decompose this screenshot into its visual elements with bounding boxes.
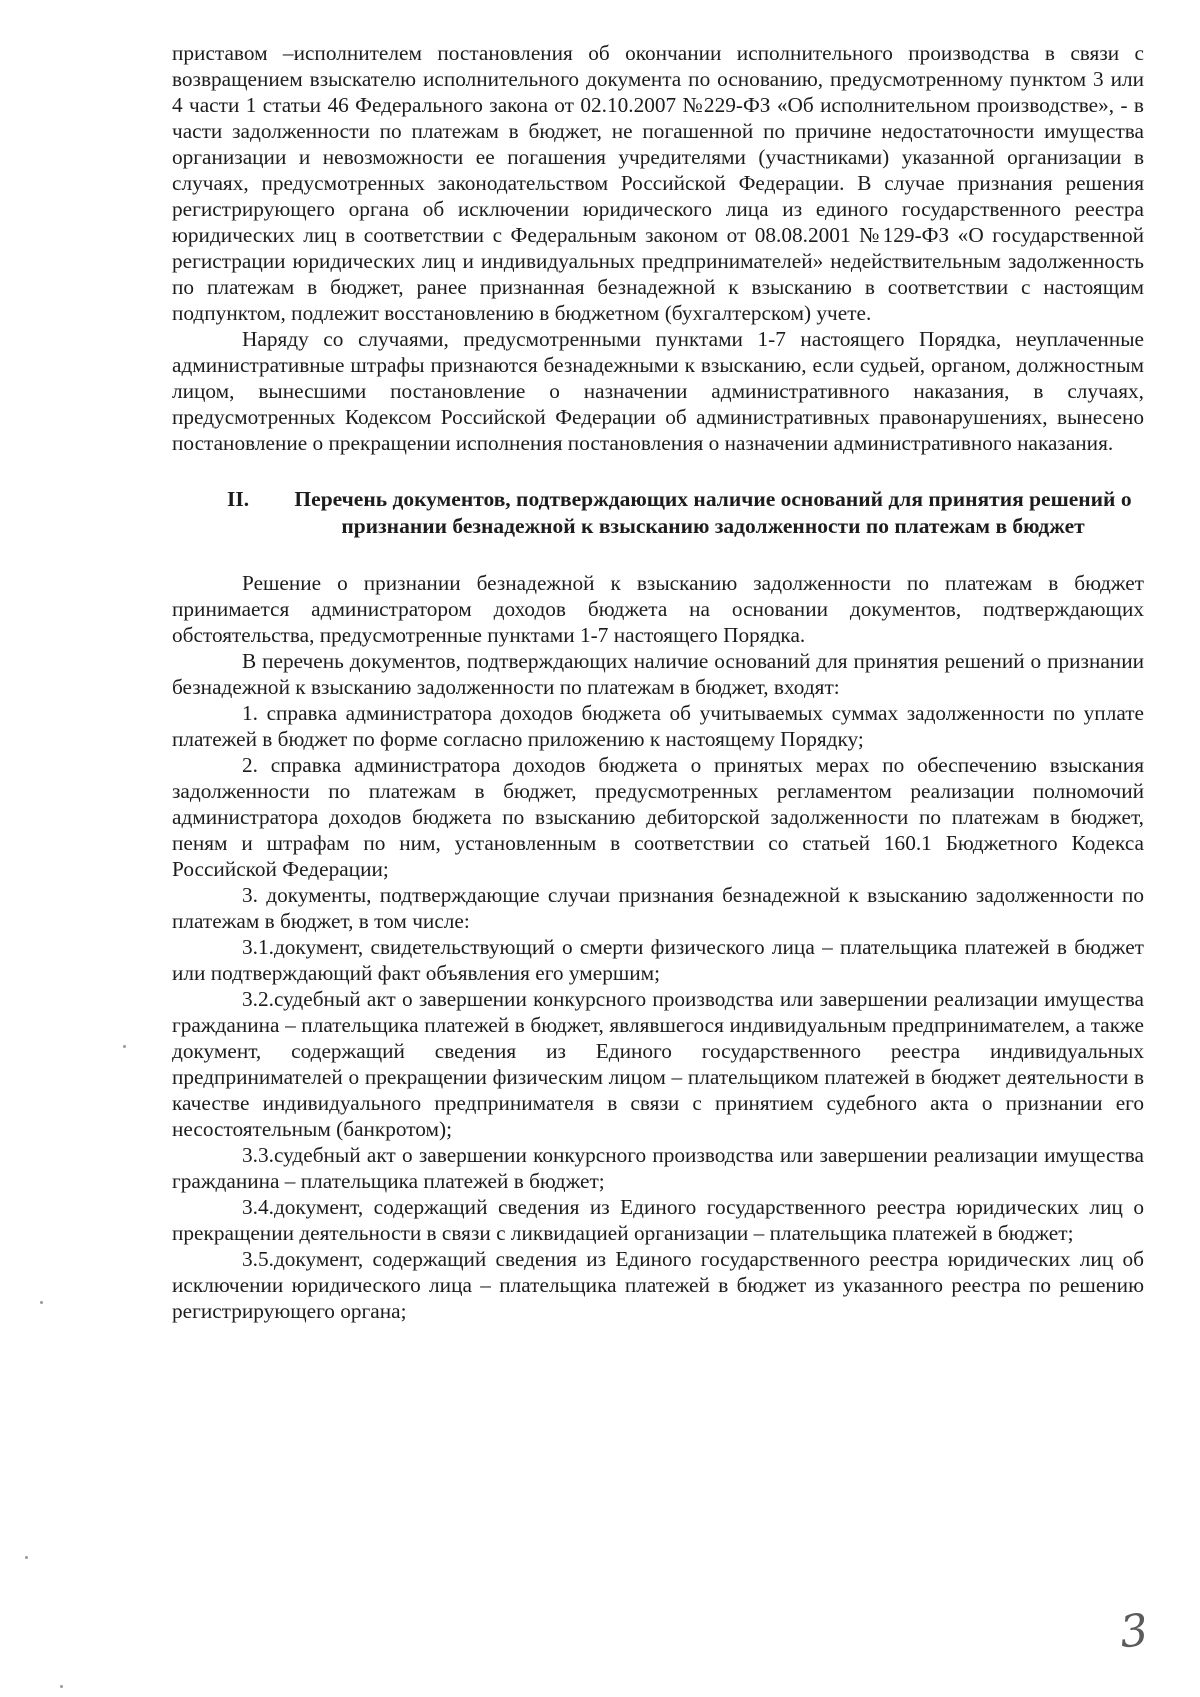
paragraph: В перечень документов, подтверждающих наличие оснований для принятия решений о признании безнадежной к взысканию задолженности по платежам в бюджет, входят: [172, 649, 1144, 699]
scan-speck [60, 1685, 63, 1688]
paragraph: 3. документы, подтверждающие случаи признания безнадежной к взысканию задолженности по платежам в бюджет, в том числе: [172, 883, 1144, 933]
scan-speck [123, 1045, 126, 1048]
section-heading [172, 486, 1144, 540]
bottom-paragraphs [172, 570, 1144, 1324]
document-body [172, 40, 1144, 1324]
paragraph: Решение о признании безнадежной к взысканию задолженности по платежам в бюджет принимается администратором доходов бюджета на основании документов, подтверждающих обстоятельства, предусмотренные пунктами 1-7 настоящего Порядка. [172, 571, 1144, 647]
paragraph: 3.1.документ, свидетельствующий о смерти физического лица – плательщика платежей в бюджет или подтверждающий факт объявления его умершим; [172, 935, 1144, 985]
paragraph: 3.2.судебный акт о завершении конкурсного производства или завершении реализации имущества гражданина – плательщика платежей в бюджет, являвшегося индивидуальным предпринимателем, а также документ, содержащий сведения из Единого государственного реестра индивидуальных предпринимателей о прекращении физическим лицом – плательщиком платежей в бюджет деятельности в качестве индивидуального предпринимателя в связи с принятием судебного акта о признании его несостоятельным (банкротом); [172, 987, 1144, 1141]
paragraph: 3.3.судебный акт о завершении конкурсного производства или завершении реализации имущества гражданина – плательщика платежей в бюджет; [172, 1143, 1144, 1193]
handwritten-page-number: 3 [1117, 1604, 1151, 1659]
paragraph: 3.5.документ, содержащий сведения из Единого государственного реестра юридических лиц об исключении юридического лица – плательщика платежей в бюджет из указанного реестра по решению регистрирующего органа; [172, 1247, 1144, 1323]
top-paragraphs [172, 40, 1144, 456]
paragraph: 3.4.документ, содержащий сведения из Единого государственного реестра юридических лиц о прекращении деятельности в связи с ликвидацией организации – плательщика платежей в бюджет; [172, 1195, 1144, 1245]
paragraph: 2. справка администратора доходов бюджета о принятых мерах по обеспечению взыскания задолженности по платежам в бюджет, предусмотренных регламентом реализации полномочий администратора доходов бюджета по взысканию дебиторской задолженности по платежам в бюджет, пеням и штрафам по ним, установленным в соответствии со статьей 160.1 Бюджетного Кодекса Российской Федерации; [172, 753, 1144, 881]
paragraph: приставом –исполнителем постановления об окончании исполнительного производства в связи с возвращением взыскателю исполнительного документа по основанию, предусмотренному пунктом 3 или 4 части 1 статьи 46 Федерального закона от 02.10.2007 №229-ФЗ «Об исполнительном производстве», - в части задолженности по платежам в бюджет, не погашенной по причине недостаточности имущества организации и невозможности ее погашения учредителями (участниками) указанной организации в случаях, предусмотренных законодательством Российской Федерации. В случае признания решения регистрирующего органа об исключении юридического лица из единого государственного реестра юридических лиц в соответствии с Федеральным законом от 08.08.2001 №129-ФЗ «О государственной регистрации юридических лиц и индивидуальных предпринимателей» недействительным задолженность по платежам в бюджет, ранее признанная безнадежной к взысканию в соответствии с настоящим подпунктом, подлежит восстановлению в бюджетном (бухгалтерском) учете. [172, 41, 1144, 325]
paragraph: Наряду со случаями, предусмотренными пунктами 1-7 настоящего Порядка, неуплаченные административные штрафы признаются безнадежными к взысканию, если судьей, органом, должностным лицом, вынесшими постановление о назначении административного наказания, в случаях, предусмотренных Кодексом Российской Федерации об административных правонарушениях, вынесено постановление о прекращении исполнения постановления о назначении административного наказания. [172, 327, 1144, 455]
paragraph: 1. справка администратора доходов бюджета об учитываемых суммах задолженности по уплате платежей в бюджет по форме согласно приложению к настоящему Порядку; [172, 701, 1144, 751]
section-title: Перечень документов, подтверждающих наличие оснований для принятия решений о признании безнадежной к взысканию задолженности по платежам в бюджет [294, 487, 1132, 538]
scan-speck [25, 1556, 28, 1559]
scan-speck [40, 1301, 43, 1304]
section-number: II. [227, 487, 250, 511]
